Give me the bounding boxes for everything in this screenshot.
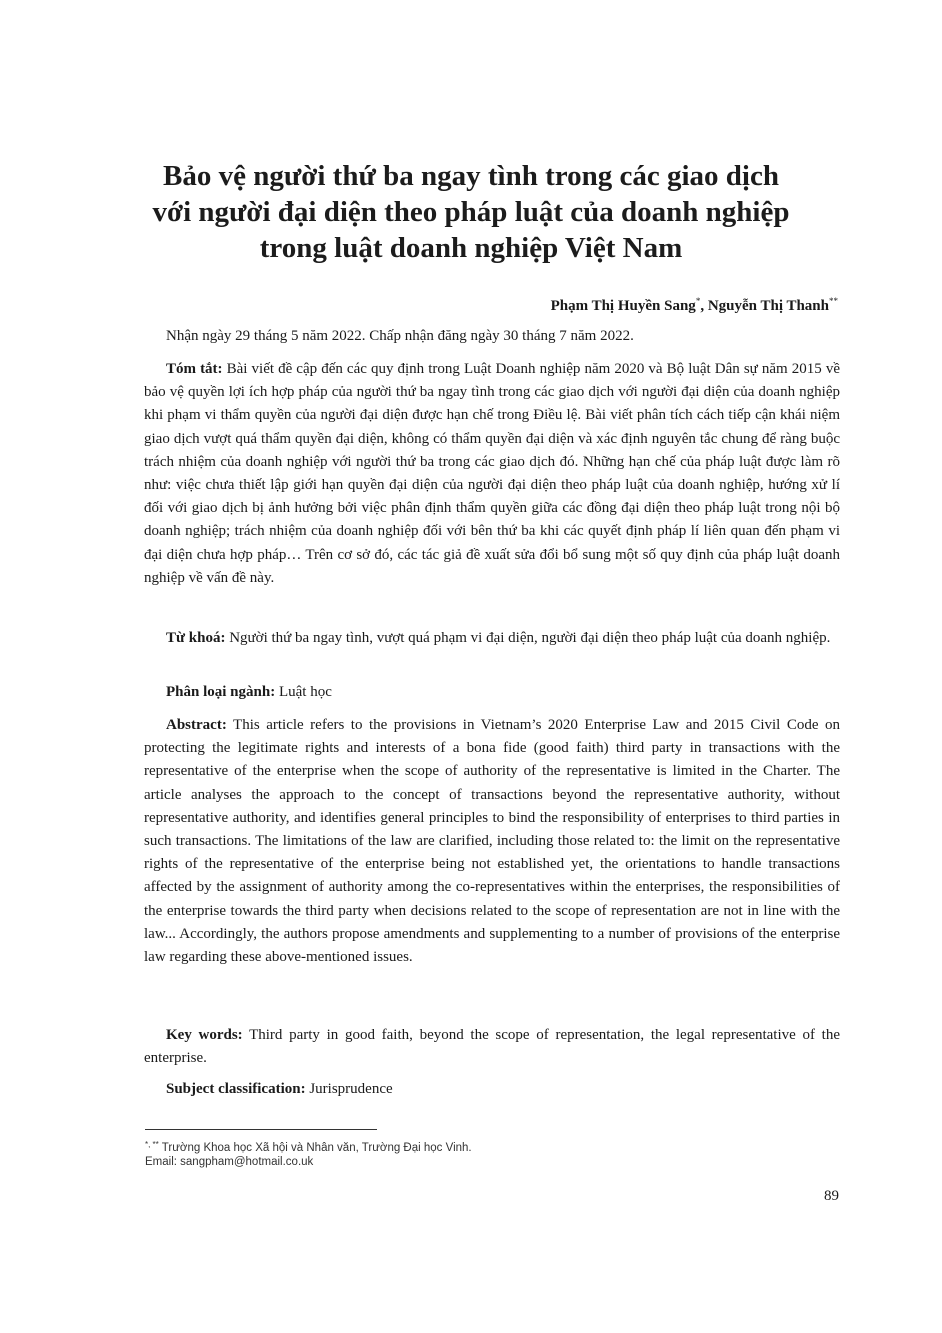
keywords-vi-paragraph [144,627,840,650]
title-line: với người đại diện theo pháp luật của doanh nghiệp [152,196,790,228]
author-separator: , [700,298,708,314]
summary-vi-text: Bài viết đề cập đến các quy định trong Luật Doanh nghiệp năm 2020 và Bộ luật Dân sự năm 2015 về bảo vệ quyền lợi ích hợp pháp của người thứ ba ngay tình trong các giao dịch với người đại diện của doanh nghiệp khi phạm vi thẩm quyền của người đại diện được hạn chế trong Điều lệ. Bài viết phân tích cách tiếp cận khái niệm giao dịch vượt quá thẩm quyền đại diện, không có thẩm quyền đại diện và xác định nguyên tắc chung để ràng buộc trách nhiệm của doanh nghiệp với người thứ ba trong các giao dịch đó. Những hạn chế của pháp luật được làm rõ như: việc chưa thiết lập giới hạn quyền đại diện của người đại diện theo pháp luật của doanh nghiệp, hướng xử lí đối với giao dịch bị ảnh hưởng bởi việc phân định thẩm quyền giữa các đồng đại diện theo pháp luật trong nội bộ doanh nghiệp; trách nhiệm của doanh nghiệp đối với bên thứ ba khi các quyết định pháp lí liên quan đến phạm vi đại diện chưa hợp pháp… Trên cơ sở đó, các tác giả đề xuất sửa đổi bổ sung một số quy định của pháp luật doanh nghiệp về vấn đề này. [144,361,840,586]
article-title [100,158,842,266]
footnote-marks: *, ** [145,1140,159,1149]
summary-vi-label: Tóm tắt: [166,361,223,377]
received-date-line: Nhận ngày 29 tháng 5 năm 2022. Chấp nhận đăng ngày 30 tháng 7 năm 2022. [166,328,634,344]
classification-vi-paragraph [144,681,840,704]
keywords-en-paragraph [144,1024,840,1070]
footnote-affiliation-text: Trường Khoa học Xã hội và Nhân văn, Trường Đại học Vinh. [158,1142,472,1154]
author-name: Phạm Thị Huyền Sang [550,298,696,314]
page-number: 89 [824,1188,839,1204]
footnote-email [145,1156,313,1168]
footnote-affiliation [145,1140,472,1154]
author-footnote-mark: * [695,296,701,306]
keywords-vi-label: Từ khoá: [166,630,226,646]
classification-en-text: Jurisprudence [305,1081,393,1097]
abstract-en-text: This article refers to the provisions in Vietnam’s 2020 Enterprise Law and 2015 Civil Code on protecting the legitimate rights and interests of a bona fide (good faith) third party in transactions with the representative of the enterprise when the scope of authority of the representative is limited in the Charter. The article analyses the approach to the concept of transactions beyond the representative authority, without representative authority, and identifies general principles to bind the responsibility of enterprises to third parties in such transactions. The limitations of the law are clarified, including those related to: the limit on the representative rights of the representative of the enterprise being not established yet, the orientations to handle transactions affected by the assignment of authority among the co-representatives within the enterprises, the responsibilities of the enterprise towards the third party when decisions related to the scope of representation are not in line with the law... Accordingly, the authors propose amendments and supplementing to a number of provisions of the enterprise law regarding these above-mentioned issues. [144,717,840,966]
keywords-en-text: Third party in good faith, beyond the scope of representation, the legal representative of the enterprise. [144,1027,840,1067]
abstract-en-label: Abstract: [166,717,227,733]
abstract-en-paragraph [144,714,840,969]
keywords-vi-text: Người thứ ba ngay tình, vượt quá phạm vi đại diện, người đại diện theo pháp luật của doanh nghiệp. [225,630,831,646]
footnote-email-label: Email: [145,1156,177,1168]
classification-vi-label: Phân loại ngành: [166,684,276,700]
author-line [551,296,838,315]
title-line: trong luật doanh nghiệp Việt Nam [259,232,683,264]
author-footnote-mark: ** [829,296,838,306]
author-name: Nguyễn Thị Thanh [707,298,829,314]
footnote-divider [145,1129,377,1130]
classification-en-label: Subject classification: [166,1081,306,1097]
classification-vi-text: Luật học [275,684,332,700]
keywords-en-label: Key words: [166,1027,243,1043]
summary-vi-paragraph [144,358,840,590]
footnote-email-address: sangpham@hotmail.co.uk [176,1156,314,1168]
classification-en-paragraph [144,1078,840,1101]
title-line: Bảo vệ người thứ ba ngay tình trong các giao dịch [163,160,779,192]
